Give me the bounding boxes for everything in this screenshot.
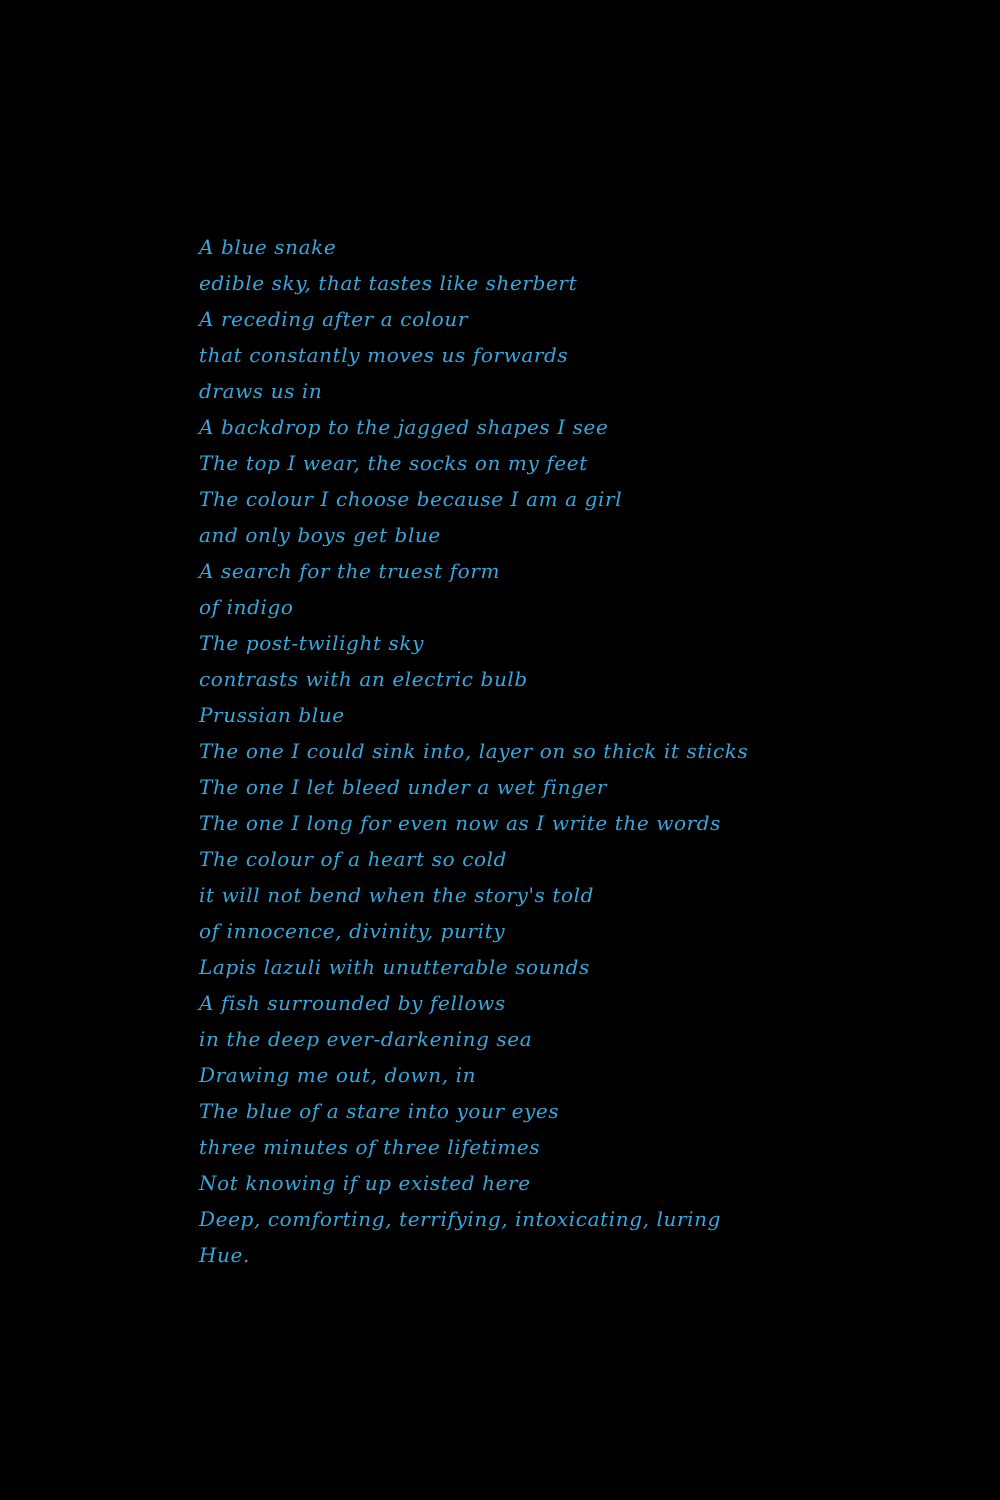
poem-line: Deep, comforting, terrifying, intoxicating, luring [199, 1207, 722, 1231]
poem-line: The post-twilight sky [199, 631, 425, 655]
poem-line: The one I long for even now as I write the words [199, 811, 722, 835]
poem-line: of indigo [199, 595, 294, 619]
poem-line: A search for the truest form [199, 559, 501, 583]
poem-line: three minutes of three lifetimes [199, 1135, 541, 1159]
poem-line: draws us in [199, 379, 323, 403]
poem-line: Hue. [199, 1243, 250, 1267]
poem-line: A backdrop to the jagged shapes I see [199, 415, 609, 439]
poem-line: The one I let bleed under a wet finger [199, 775, 608, 799]
poem-line: A fish surrounded by fellows [199, 991, 506, 1015]
poem-line: The colour of a heart so cold [199, 847, 508, 871]
poem-line: and only boys get blue [199, 523, 441, 547]
poem-line: in the deep ever-darkening sea [199, 1027, 533, 1051]
poem-line: The one I could sink into, layer on so thick it sticks [199, 739, 749, 763]
poem-line: that constantly moves us forwards [199, 343, 569, 367]
poem-line: A blue snake [199, 235, 337, 259]
poem-line: it will not bend when the story's told [199, 883, 595, 907]
poem-line: A receding after a colour [199, 307, 468, 331]
poem-line: The colour I choose because I am a girl [199, 487, 623, 511]
poem-line: The top I wear, the socks on my feet [199, 451, 588, 475]
poem-line: Drawing me out, down, in [199, 1063, 477, 1087]
poem-line: edible sky, that tastes like sherbert [199, 271, 578, 295]
poem-line: Prussian blue [199, 703, 345, 727]
poem-line: The blue of a stare into your eyes [199, 1099, 560, 1123]
poem-text [199, 232, 959, 1276]
poem-line: of innocence, divinity, purity [199, 919, 506, 943]
poem-line: Not knowing if up existed here [199, 1171, 531, 1195]
poem-line: Lapis lazuli with unutterable sounds [199, 955, 590, 979]
poem-line: contrasts with an electric bulb [199, 667, 528, 691]
